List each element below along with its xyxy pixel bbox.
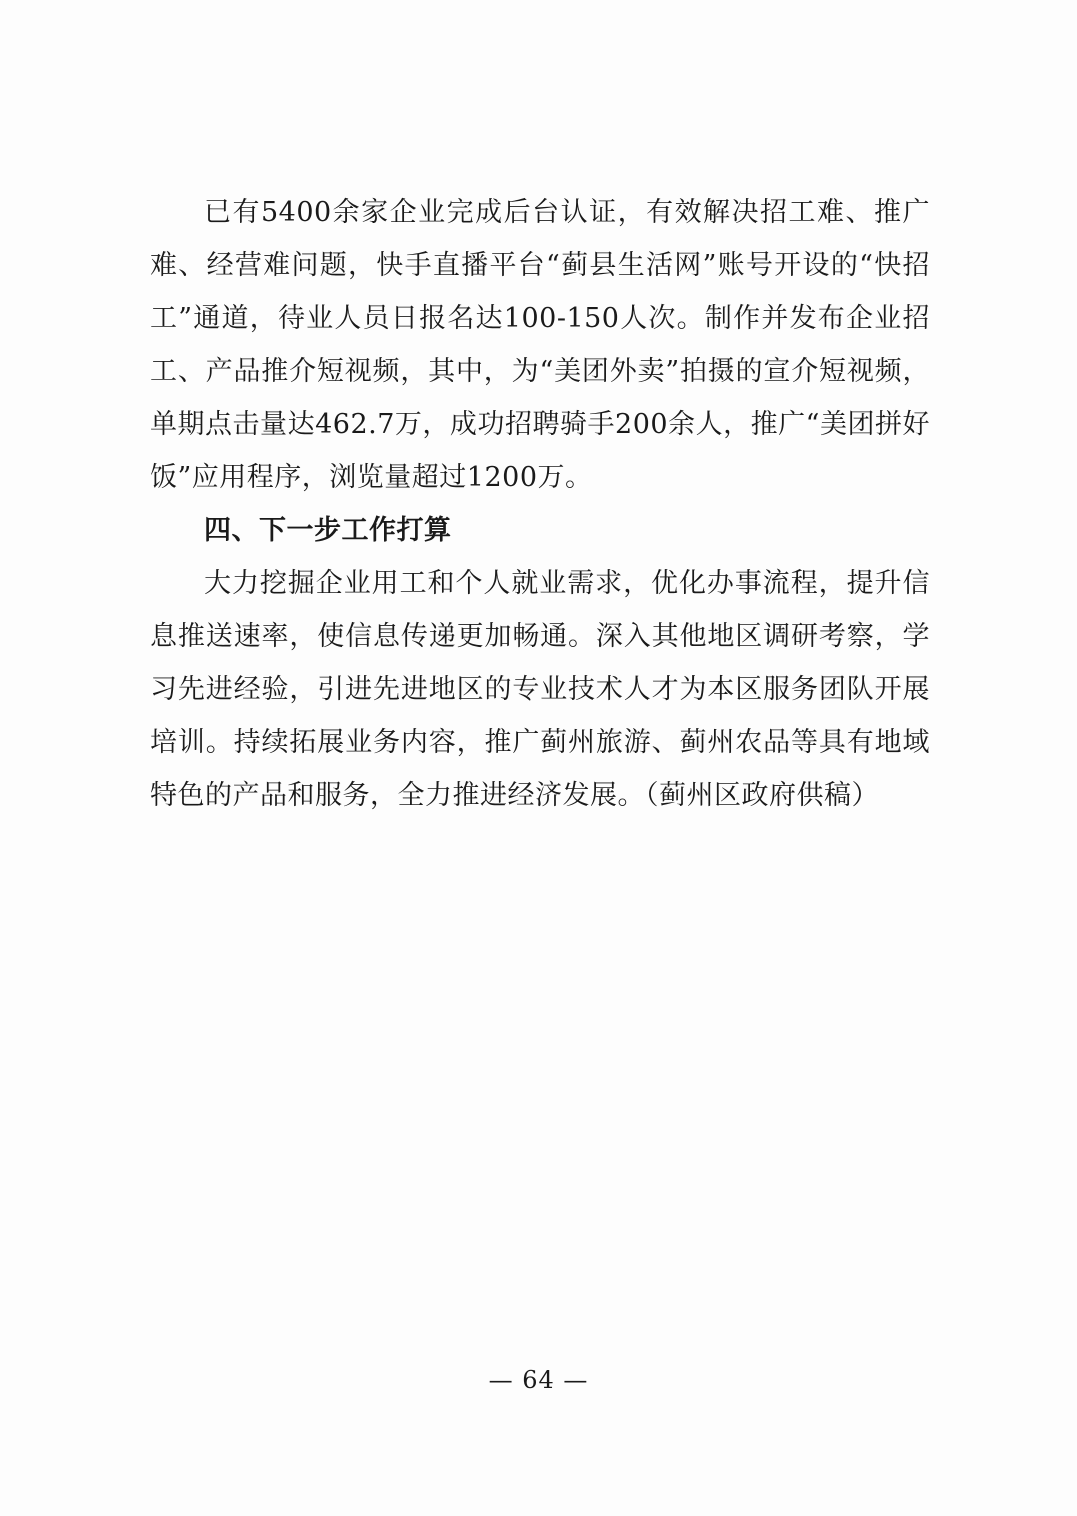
body-paragraph: 已有5400余家企业完成后台认证，有效解决招工难、推广难、经营难问题，快手直播平台“蓟县生活网”账号开设的“快招工”通道，待业人员日报名达100-150人次。制作并发布企业招工、产品推介短视频，其中，为“美团外卖”拍摄的宣介短视频，单期点击量达462.7万，成功招聘骑手200余人，推广“美团拼好饭”应用程序，浏览量超过1200万。 [150, 197, 930, 493]
page-number: — 64 — [488, 1366, 589, 1394]
section-paragraph: 大力挖掘企业用工和个人就业需求，优化办事流程，提升信息推送速率，使信息传递更加畅通。深入其他地区调研考察，学习先进经验，引进先进地区的专业技术人才为本区服务团队开展培训。持续拓展业务内容，推广蓟州旅游、蓟州农品等具有地域特色的产品和服务，全力推进经济发展。（蓟州区政府供稿） [150, 568, 930, 811]
document-body [150, 186, 930, 822]
section-heading: 四、下一步工作打算 [204, 515, 452, 546]
